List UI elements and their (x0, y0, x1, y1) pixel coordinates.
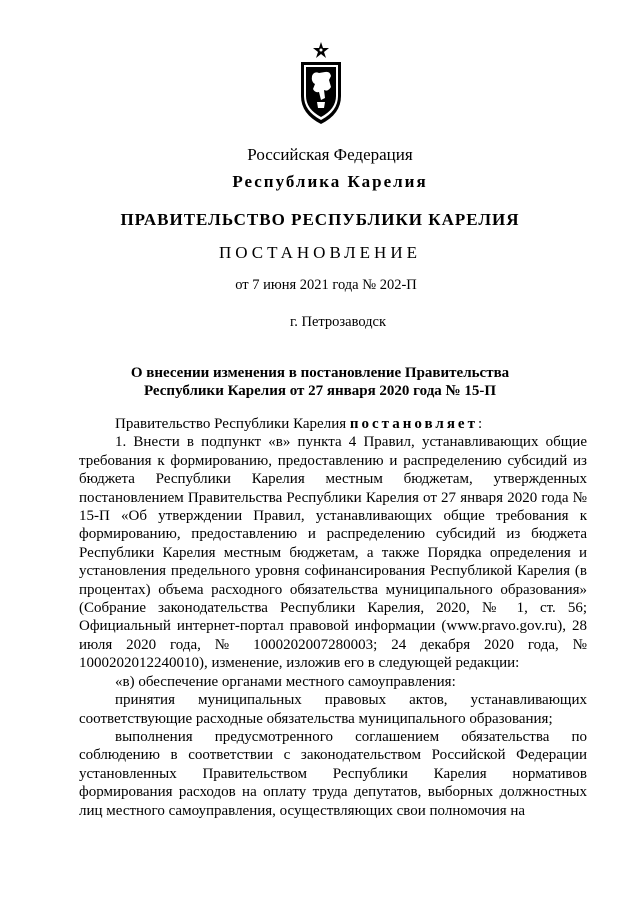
intro-text: Правительство Республики Карелия (115, 416, 350, 432)
document-type-heading: ПОСТАНОВЛЕНИЕ (218, 243, 421, 262)
decree-date: от 7 июня 2021 года № 202-П (235, 277, 417, 293)
paragraph-1: 1. Внести в подпункт «в» пункта 4 Правил, устанавливающих общие требования к формированию, предоставлению и распределению субсидий из бюджета Республики Карелия местным бюджетам, утвержденных постановлением Правительства Республики Карелия от 27 января 2020 года № 15-П «Об утверждении Правил, устанавливающих общие требования к формированию, предоставлению и распределению субсидий из бюджета Республики Карелия местным бюджетам, а также Порядка определения и установления предельного уровня софинансирования Республикой Карелия (в процентах) объема расходного обязательства муниципального образования» (Собрание законодательства Республики Карелия, 2020, № 1, ст. 56; Официальный интернет-портал правовой информации (www.pravo.gov.ru), 28 июля 2020 года, № 1000202007280003; 24 декабря 2020 года, № 1000202012240010), изменение, изложив его в следующей редакции: (79, 434, 587, 672)
republic-label: Республика Карелия (232, 172, 428, 191)
intro-colon: : (477, 416, 483, 432)
government-heading: ПРАВИТЕЛЬСТВО РЕСПУБЛИКИ КАРЕЛИЯ (120, 210, 520, 229)
title-line-2: Республики Карелия от 27 января 2020 года № 15-П (143, 383, 497, 399)
paragraph-3: принятия муниципальных правовых актов, устанавливающих соответствующие расходные обязательства муниципального образования; (79, 692, 587, 727)
paragraph-2: «в) обеспечение органами местного самоуправления: (115, 673, 456, 690)
federation-label: Российская Федерация (247, 145, 413, 164)
intro-paragraph (79, 415, 587, 433)
intro-decree-word: постановляет (349, 416, 478, 432)
document-title (60, 364, 580, 400)
decree-city: г. Петрозаводск (289, 314, 387, 330)
title-line-1: О внесении изменения в постановление Правительства (130, 365, 510, 381)
karelia-coat-of-arms-icon (295, 40, 347, 126)
document-body (79, 415, 587, 820)
paragraph-4: выполнения предусмотренного соглашением обязательства по соблюдению в соответствии с законодательством Российской Федерации установленных Правительством Республики Карелия нормативов формирования расходов на оплату труда депутатов, выборных должностных лиц местного самоуправления, осуществляющих свои полномочия на (79, 728, 587, 819)
